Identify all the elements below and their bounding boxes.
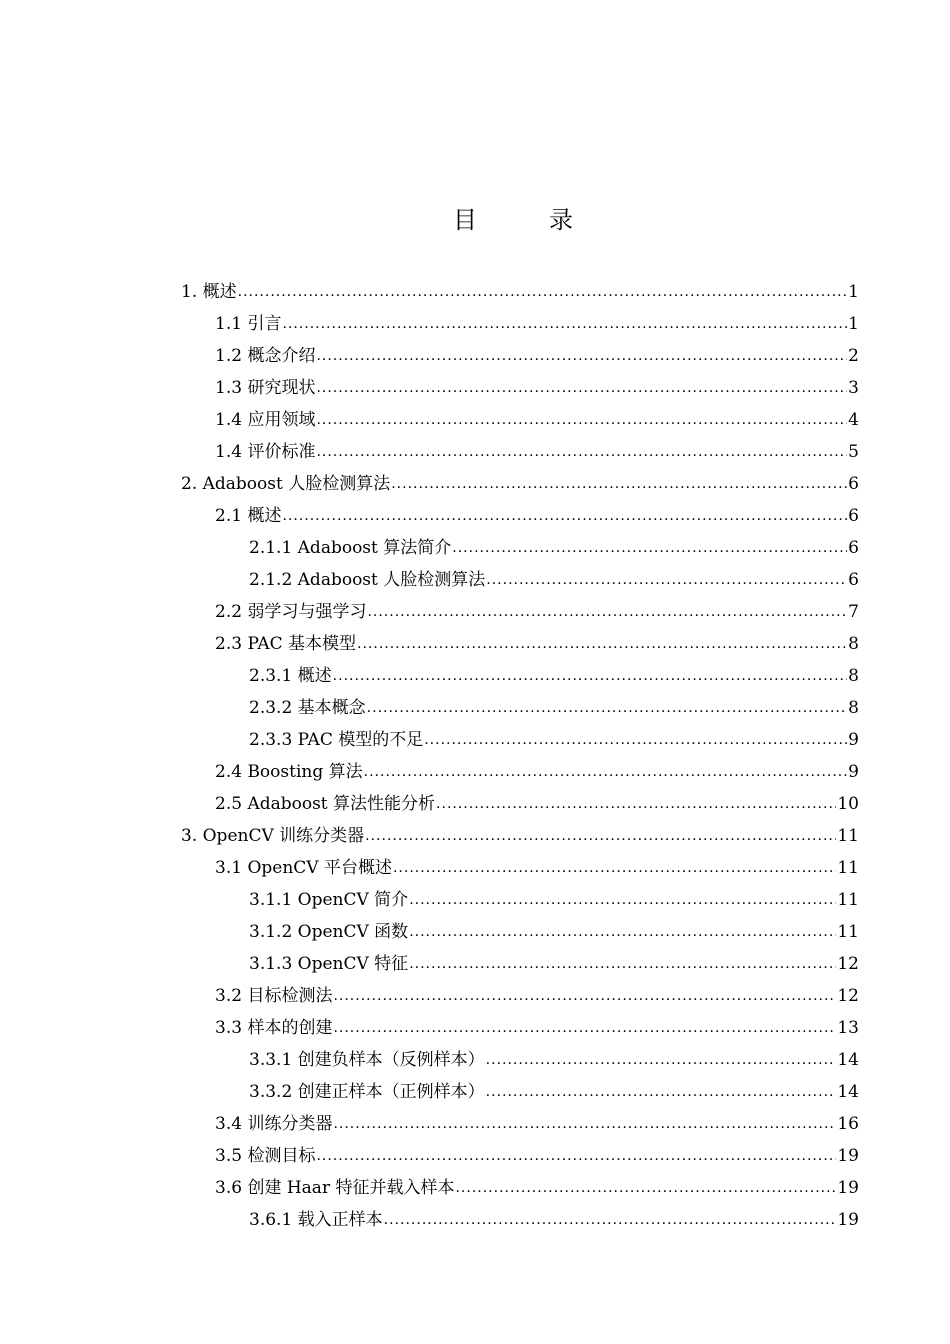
toc-entry-label: 2.3.3 PAC 模型的不足 bbox=[249, 730, 424, 750]
toc-leader-dots bbox=[486, 1076, 837, 1108]
toc-entry-label: 2.3.2 基本概念 bbox=[249, 698, 366, 718]
toc-entry[interactable] bbox=[181, 308, 859, 340]
toc-leader-dots bbox=[316, 340, 847, 372]
toc-entry[interactable] bbox=[181, 756, 859, 788]
toc-entry-page-number: 12 bbox=[837, 954, 859, 974]
toc-entry-page-number: 10 bbox=[837, 794, 859, 814]
toc-entry-page-number: 9 bbox=[848, 730, 859, 750]
toc-entry[interactable] bbox=[181, 884, 859, 916]
toc-entry-label: 3.1.3 OpenCV 特征 bbox=[249, 954, 409, 974]
toc-entry[interactable] bbox=[181, 372, 859, 404]
toc-leader-dots bbox=[384, 1204, 837, 1236]
toc-entry-label: 3.6.1 载入正样本 bbox=[249, 1210, 383, 1230]
toc-entry-page-number: 11 bbox=[837, 826, 859, 846]
toc-entry-label: 3. OpenCV 训练分类器 bbox=[181, 826, 365, 846]
toc-leader-dots bbox=[436, 788, 836, 820]
toc-entry[interactable] bbox=[181, 468, 859, 500]
toc-entry-label: 3.4 训练分类器 bbox=[215, 1114, 333, 1134]
toc-entry-page-number: 1 bbox=[848, 282, 859, 302]
toc-leader-dots bbox=[486, 564, 847, 596]
toc-leader-dots bbox=[333, 660, 848, 692]
toc-entry-label: 2.1 概述 bbox=[215, 506, 282, 526]
toc-entry[interactable] bbox=[181, 436, 859, 468]
toc-entry[interactable] bbox=[181, 1140, 859, 1172]
toc-entry-page-number: 3 bbox=[848, 378, 859, 398]
toc-entry-page-number: 6 bbox=[848, 538, 859, 558]
toc-entry[interactable] bbox=[181, 1108, 859, 1140]
toc-leader-dots bbox=[238, 276, 848, 308]
toc-entry-page-number: 7 bbox=[848, 602, 859, 622]
toc-entry-label: 2.3 PAC 基本模型 bbox=[215, 634, 357, 654]
toc-entry-page-number: 2 bbox=[848, 346, 859, 366]
toc-entry[interactable] bbox=[181, 916, 859, 948]
toc-entry-label: 2.1.2 Adaboost 人脸检测算法 bbox=[249, 570, 486, 590]
toc-entry-page-number: 5 bbox=[848, 442, 859, 462]
toc-entry-label: 1.1 引言 bbox=[215, 314, 282, 334]
toc-entry-page-number: 19 bbox=[837, 1146, 859, 1166]
toc-entry[interactable] bbox=[181, 1012, 859, 1044]
toc-entry-label: 2.4 Boosting 算法 bbox=[215, 762, 363, 782]
toc-entry-label: 1.3 研究现状 bbox=[215, 378, 316, 398]
toc-entry-page-number: 8 bbox=[848, 698, 859, 718]
toc-leader-dots bbox=[333, 980, 836, 1012]
toc-entry[interactable] bbox=[181, 852, 859, 884]
toc-leader-dots bbox=[409, 948, 836, 980]
toc-leader-dots bbox=[393, 852, 836, 884]
toc-entry[interactable] bbox=[181, 340, 859, 372]
toc-entry[interactable] bbox=[181, 404, 859, 436]
toc-entry[interactable] bbox=[181, 532, 859, 564]
toc-leader-dots bbox=[391, 468, 847, 500]
toc-entry-label: 3.5 检测目标 bbox=[215, 1146, 316, 1166]
toc-entry-page-number: 6 bbox=[848, 474, 859, 494]
toc-leader-dots bbox=[357, 628, 847, 660]
toc-entry-page-number: 8 bbox=[848, 634, 859, 654]
toc-leader-dots bbox=[409, 884, 836, 916]
toc-leader-dots bbox=[282, 308, 847, 340]
toc-entry-label: 2.1.1 Adaboost 算法简介 bbox=[249, 538, 452, 558]
toc-leader-dots bbox=[364, 756, 848, 788]
toc-entry-page-number: 14 bbox=[837, 1050, 859, 1070]
toc-entry-page-number: 6 bbox=[848, 506, 859, 526]
toc-leader-dots bbox=[365, 820, 836, 852]
toc-entry-page-number: 11 bbox=[837, 922, 859, 942]
toc-entry-page-number: 19 bbox=[837, 1178, 859, 1198]
toc-leader-dots bbox=[333, 1108, 836, 1140]
toc-leader-dots bbox=[316, 1140, 836, 1172]
toc-entry[interactable] bbox=[181, 1076, 859, 1108]
toc-entry[interactable] bbox=[181, 1204, 859, 1236]
toc-entry-label: 3.2 目标检测法 bbox=[215, 986, 333, 1006]
toc-entry-page-number: 8 bbox=[848, 666, 859, 686]
toc-leader-dots bbox=[424, 724, 847, 756]
toc-entry-label: 2.5 Adaboost 算法性能分析 bbox=[215, 794, 436, 814]
toc-entry-label: 3.3.1 创建负样本（反例样本） bbox=[249, 1050, 485, 1070]
toc-entry-page-number: 19 bbox=[837, 1210, 859, 1230]
toc-entry[interactable] bbox=[181, 276, 859, 308]
toc-leader-dots bbox=[316, 404, 847, 436]
toc-entry-label: 1.4 评价标准 bbox=[215, 442, 316, 462]
toc-leader-dots bbox=[367, 596, 847, 628]
toc-leader-dots bbox=[333, 1012, 836, 1044]
toc-entry-label: 3.3.2 创建正样本（正例样本） bbox=[249, 1082, 485, 1102]
toc-entry-page-number: 12 bbox=[837, 986, 859, 1006]
toc-entry-label: 3.1.1 OpenCV 简介 bbox=[249, 890, 409, 910]
toc-leader-dots bbox=[367, 692, 848, 724]
toc-entry-page-number: 13 bbox=[837, 1018, 859, 1038]
toc-entry[interactable] bbox=[181, 1172, 859, 1204]
toc-entry-page-number: 1 bbox=[848, 314, 859, 334]
toc-entry-label: 3.6 创建 Haar 特征并载入样本 bbox=[215, 1178, 455, 1198]
toc-entry[interactable] bbox=[181, 724, 859, 756]
toc-entry-label: 1.4 应用领域 bbox=[215, 410, 316, 430]
toc-leader-dots bbox=[316, 436, 847, 468]
toc-entry[interactable] bbox=[181, 500, 859, 532]
toc-entry[interactable] bbox=[181, 980, 859, 1012]
toc-entry-label: 3.1.2 OpenCV 函数 bbox=[249, 922, 409, 942]
toc-entry[interactable] bbox=[181, 948, 859, 980]
table-of-contents bbox=[181, 276, 859, 1236]
toc-leader-dots bbox=[452, 532, 847, 564]
toc-entry[interactable] bbox=[181, 820, 859, 852]
toc-entry-label: 2.2 弱学习与强学习 bbox=[215, 602, 367, 622]
toc-entry-label: 3.1 OpenCV 平台概述 bbox=[215, 858, 392, 878]
toc-entry-label: 2. Adaboost 人脸检测算法 bbox=[181, 474, 391, 494]
toc-entry-label: 2.3.1 概述 bbox=[249, 666, 332, 686]
toc-entry-page-number: 4 bbox=[848, 410, 859, 430]
toc-entry[interactable] bbox=[181, 1044, 859, 1076]
toc-leader-dots bbox=[455, 1172, 836, 1204]
toc-entry[interactable] bbox=[181, 788, 859, 820]
toc-entry[interactable] bbox=[181, 660, 859, 692]
toc-leader-dots bbox=[282, 500, 847, 532]
toc-heading: 目 录 bbox=[453, 206, 597, 234]
toc-entry-page-number: 9 bbox=[848, 762, 859, 782]
toc-entry[interactable] bbox=[181, 596, 859, 628]
toc-entry-page-number: 6 bbox=[848, 570, 859, 590]
toc-entry-label: 1. 概述 bbox=[181, 282, 237, 302]
toc-leader-dots bbox=[409, 916, 836, 948]
toc-leader-dots bbox=[486, 1044, 837, 1076]
toc-leader-dots bbox=[316, 372, 847, 404]
toc-entry-page-number: 16 bbox=[837, 1114, 859, 1134]
toc-entry-label: 3.3 样本的创建 bbox=[215, 1018, 333, 1038]
toc-entry[interactable] bbox=[181, 628, 859, 660]
toc-entry-page-number: 11 bbox=[837, 890, 859, 910]
toc-entry[interactable] bbox=[181, 692, 859, 724]
toc-entry-label: 1.2 概念介绍 bbox=[215, 346, 316, 366]
toc-entry[interactable] bbox=[181, 564, 859, 596]
toc-entry-page-number: 14 bbox=[837, 1082, 859, 1102]
toc-entry-page-number: 11 bbox=[837, 858, 859, 878]
